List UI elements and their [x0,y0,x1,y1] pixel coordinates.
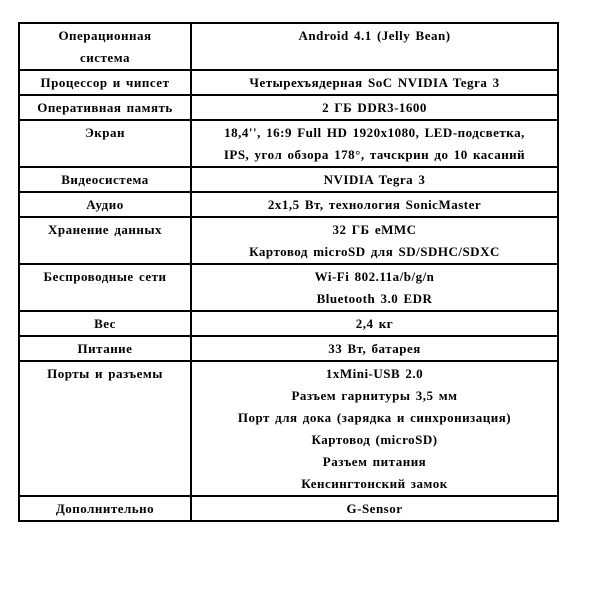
spec-row-weight [19,311,558,336]
spec-row-power [19,336,558,361]
spec-label-line: Операционная [58,28,152,43]
spec-value-audio [191,192,558,217]
spec-value-line: Bluetooth 3.0 EDR [316,291,433,306]
specs-table [18,22,559,522]
spec-value-display [191,120,558,167]
spec-value-weight [191,311,558,336]
spec-row-wireless [19,264,558,311]
spec-value-line: Кенсингтонский замок [301,476,448,491]
spec-value-line: 2x1,5 Вт, технология SonicMaster [267,197,482,212]
spec-label-power [19,336,191,361]
spec-value-ports [191,361,558,496]
spec-label-line: Процессор и чипсет [40,75,170,90]
spec-value-line: Разъем питания [322,454,427,469]
spec-label-os [19,23,191,70]
spec-row-ports [19,361,558,496]
spec-value-line: Wi-Fi 802.11a/b/g/n [314,269,435,284]
spec-label-line: Видеосистема [61,172,149,187]
spec-label-line: Хранение данных [47,222,163,237]
spec-row-cpu [19,70,558,95]
spec-label-line: Вес [94,316,116,331]
spec-row-gpu [19,167,558,192]
spec-value-line: Порт для дока (зарядка и синхронизация) [237,410,512,425]
spec-value-storage [191,217,558,264]
spec-row-ram [19,95,558,120]
spec-label-line: Порты и разъемы [47,366,163,381]
spec-value-extra [191,496,558,521]
spec-value-line: 2,4 кг [355,316,394,331]
spec-row-extra [19,496,558,521]
spec-value-line: 33 Вт, батарея [328,341,421,356]
spec-label-ram [19,95,191,120]
spec-value-power [191,336,558,361]
spec-label-display [19,120,191,167]
spec-value-line: IPS, угол обзора 178°, тачскрин до 10 касаний [223,147,526,162]
spec-value-line: 2 ГБ DDR3-1600 [322,100,427,115]
spec-value-os [191,23,558,70]
spec-value-line: Android 4.1 (Jelly Bean) [298,28,451,43]
spec-value-line: G-Sensor [346,501,403,516]
spec-row-audio [19,192,558,217]
spec-value-line: Картовод microSD для SD/SDHC/SDXC [249,244,500,259]
spec-label-line: Беспроводные сети [43,269,167,284]
spec-label-extra [19,496,191,521]
spec-label-line: Питание [77,341,133,356]
spec-value-line: NVIDIA Tegra 3 [323,172,426,187]
spec-row-display [19,120,558,167]
spec-label-gpu [19,167,191,192]
spec-label-audio [19,192,191,217]
spec-label-line: Экран [84,125,126,140]
spec-value-line: Четырехъядерная SoC NVIDIA Tegra 3 [249,75,500,90]
spec-label-line: система [80,50,130,65]
spec-value-line: 1xMini-USB 2.0 [325,366,424,381]
spec-label-line: Аудио [86,197,124,212]
spec-label-storage [19,217,191,264]
specs-table-body [19,23,558,521]
spec-label-ports [19,361,191,496]
spec-label-weight [19,311,191,336]
spec-value-gpu [191,167,558,192]
spec-value-line: Картовод (microSD) [311,432,438,447]
spec-label-wireless [19,264,191,311]
spec-label-line: Дополнительно [55,501,155,516]
spec-label-line: Оперативная память [37,100,173,115]
spec-value-wireless [191,264,558,311]
spec-value-cpu [191,70,558,95]
spec-value-line: 18,4'', 16:9 Full HD 1920x1080, LED-подсветка, [224,125,525,140]
spec-value-line: 32 ГБ eMMC [332,222,417,237]
spec-label-cpu [19,70,191,95]
spec-value-line: Разъем гарнитуры 3,5 мм [291,388,458,403]
spec-row-storage [19,217,558,264]
spec-value-ram [191,95,558,120]
spec-row-os [19,23,558,70]
